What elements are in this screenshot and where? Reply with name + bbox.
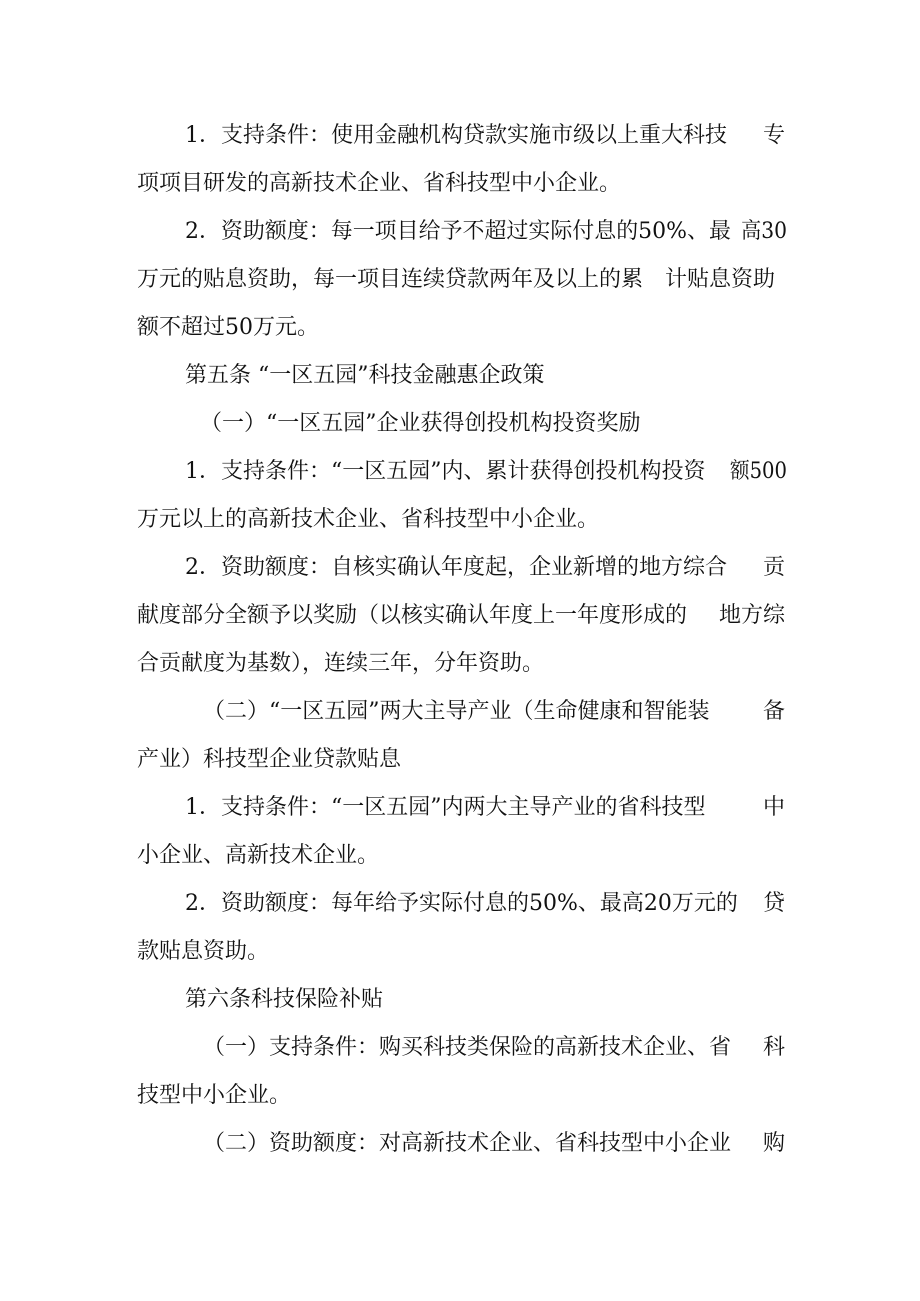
text-line <box>0 548 920 588</box>
text-segment: （一）“一区五园”企业获得创投机构投资奖励 <box>200 411 641 436</box>
text-segment: 技型中小企业。 <box>137 1083 292 1108</box>
text-segment: （二）资助额度：对高新技术企业、省科技型中小企业 <box>203 1131 732 1156</box>
text-segment: 万元以上的高新技术企业、省科技型中小企业。 <box>137 507 600 532</box>
text-segment: 合贡献度为基数），连续三年，分年资助。 <box>137 651 545 676</box>
text-segment: 高30 <box>741 219 787 244</box>
text-segment: 额不超过50万元。 <box>137 315 319 340</box>
text-line <box>0 836 920 876</box>
text-line <box>0 596 920 636</box>
text-segment: 额500 <box>730 459 787 484</box>
text-segment: 中 <box>763 795 786 820</box>
text-segment: 1．支持条件：“一区五园”内、累计获得创投机构投资 <box>185 459 706 484</box>
text-segment: 小企业、高新技术企业。 <box>137 843 380 868</box>
subsection-heading <box>0 692 920 732</box>
text-segment: （一）支持条件：购买科技类保险的高新技术企业、省 <box>203 1035 732 1060</box>
text-line <box>0 452 920 492</box>
text-segment: 款贴息资助。 <box>137 939 270 964</box>
text-line <box>0 500 920 540</box>
text-segment: 项项目研发的高新技术企业、省科技型中小企业。 <box>137 171 622 196</box>
text-line <box>0 212 920 252</box>
text-segment: 献度部分全额予以奖励（以核实确认年度上一年度形成的 <box>137 603 688 628</box>
text-segment: 地方综 <box>719 603 786 628</box>
text-segment: 贡 <box>763 555 786 580</box>
text-segment: 专 <box>763 123 786 148</box>
text-segment: 万元的贴息资助，每一项目连续贷款两年及以上的累 <box>137 267 644 292</box>
text-segment: 2．资助额度：每年给予实际付息的50%、最高20万元的 <box>185 891 738 916</box>
text-line <box>0 1028 920 1068</box>
text-line <box>0 884 920 924</box>
section-heading <box>0 356 920 396</box>
text-line <box>0 116 920 156</box>
text-line <box>0 260 920 300</box>
text-line <box>0 1076 920 1116</box>
text-segment: 产业）科技型企业贷款贴息 <box>137 747 402 772</box>
subsection-heading <box>0 404 920 444</box>
text-segment: 科 <box>763 1035 786 1060</box>
text-segment: （二）“一区五园”两大主导产业（生命健康和智能装 <box>203 699 710 724</box>
text-line <box>0 164 920 204</box>
section-heading <box>0 980 920 1020</box>
text-segment: 第六条科技保险补贴 <box>185 987 384 1012</box>
text-segment: 2．资助额度：自核实确认年度起，企业新增的地方综合 <box>185 555 727 580</box>
text-segment: 1．支持条件：“一区五园”内两大主导产业的省科技型 <box>185 795 706 820</box>
text-segment: 2．资助额度：每一项目给予不超过实际付息的50%、最 <box>185 219 731 244</box>
text-line <box>0 644 920 684</box>
text-segment: 备 <box>763 699 786 724</box>
text-line <box>0 788 920 828</box>
text-line <box>0 932 920 972</box>
text-line <box>0 1124 920 1164</box>
text-line <box>0 308 920 348</box>
text-segment: 计贴息资助 <box>665 267 776 292</box>
text-segment: 购 <box>763 1131 786 1156</box>
text-line <box>0 740 920 780</box>
text-segment: 第五条 “一区五园”科技金融惠企政策 <box>185 363 545 388</box>
text-segment: 贷 <box>763 891 786 916</box>
text-segment: 1．支持条件：使用金融机构贷款实施市级以上重大科技 <box>185 123 727 148</box>
